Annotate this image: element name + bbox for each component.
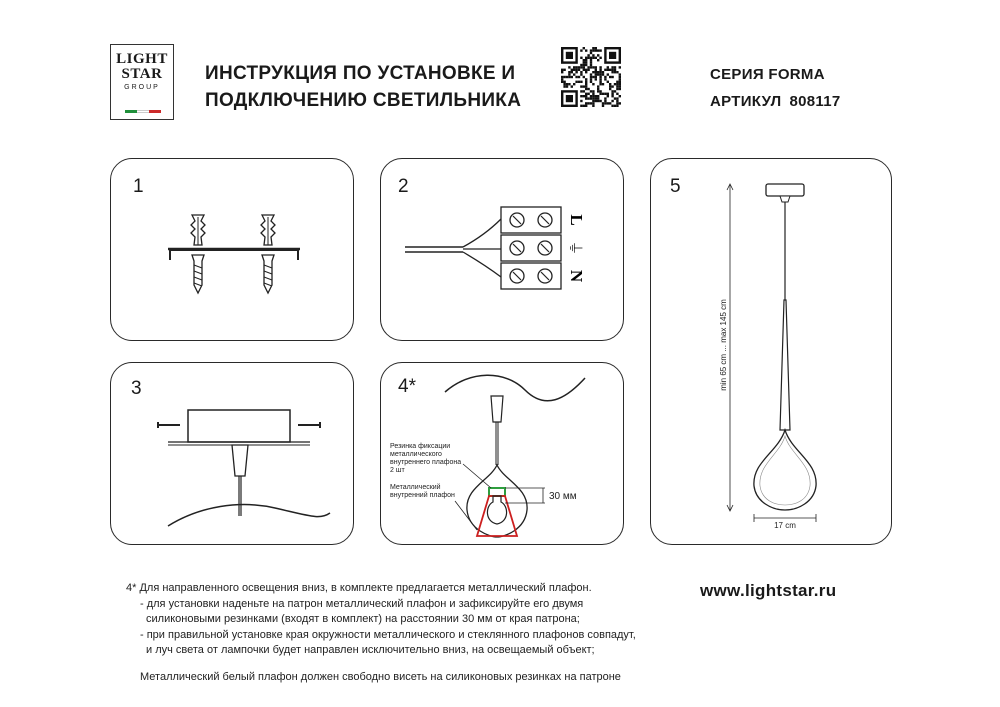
note-line-5: и луч света от лампочки будет направлен исключительно вниз, на освещаемый объект; [146, 644, 595, 656]
title-line-1: ИНСТРУКЦИЯ ПО УСТАНОВКЕ И [205, 63, 516, 84]
note-line-6: Металлический белый плафон должен свободно висеть на силиконовых резинках на патроне [140, 670, 621, 683]
step-number-4: 4* [398, 376, 416, 397]
metal-shade-illustration [385, 370, 621, 542]
page-title [205, 60, 521, 114]
installation-notes [126, 581, 636, 685]
series-block [710, 61, 841, 115]
mounting-bracket-illustration [160, 205, 310, 300]
pendant-dimensions-illustration [700, 180, 880, 535]
width-label: 17 cm [774, 521, 796, 530]
shade-label-line-2: внутренний плафон [390, 492, 455, 499]
logo-line-1: LIGHT [116, 51, 168, 67]
shade-label-line-1: Металлический [390, 484, 441, 491]
article-code: 808117 [789, 93, 841, 110]
brand-logo [110, 44, 174, 120]
height-label: min 65 cm ... max 145 cm [719, 299, 728, 391]
website-link[interactable]: www.lightstar.ru [700, 581, 837, 600]
rubber-label-line-1: Резинка фиксации [390, 443, 451, 450]
article-label: АРТИКУЛ [710, 93, 782, 110]
logo-line-2: STAR [121, 66, 163, 82]
title-line-2: ПОДКЛЮЧЕНИЮ СВЕТИЛЬНИКА [205, 90, 522, 111]
terminal-label-ground: ⏚ [566, 240, 585, 256]
logo-flag [125, 110, 161, 113]
qr-code [561, 47, 621, 107]
canopy-mounting-illustration [150, 408, 335, 533]
distance-label: 30 мм [549, 491, 577, 502]
terminal-label-N: N [567, 269, 587, 283]
note-line-2: - для установки наденьте на патрон металлический плафон и зафиксируйте его двумя [140, 597, 584, 610]
wiring-terminal-illustration [405, 205, 605, 295]
step-number-2: 2 [398, 176, 409, 197]
note-line-1: 4* Для направленного освещения вниз, в комплекте предлагается металлический плафон. [126, 582, 592, 594]
note-line-4: - при правильной установке края окружности металлического и стеклянного плафонов совпадут, [140, 628, 636, 641]
rubber-label-line-4: 2 шт [390, 467, 405, 474]
step-number-5: 5 [670, 176, 681, 197]
rubber-label-line-3: внутреннего плафона [390, 459, 462, 466]
step-number-1: 1 [133, 176, 144, 197]
terminal-label-L: L [567, 214, 587, 226]
logo-line-3: GROUP [124, 84, 160, 91]
rubber-label-line-2: металлического [390, 451, 442, 458]
series-label: СЕРИЯ FORMA [710, 66, 825, 83]
step-number-3: 3 [131, 378, 142, 399]
note-line-3: силиконовыми резинками (входят в комплект) на расстоянии 30 мм от края патрона; [146, 613, 580, 625]
